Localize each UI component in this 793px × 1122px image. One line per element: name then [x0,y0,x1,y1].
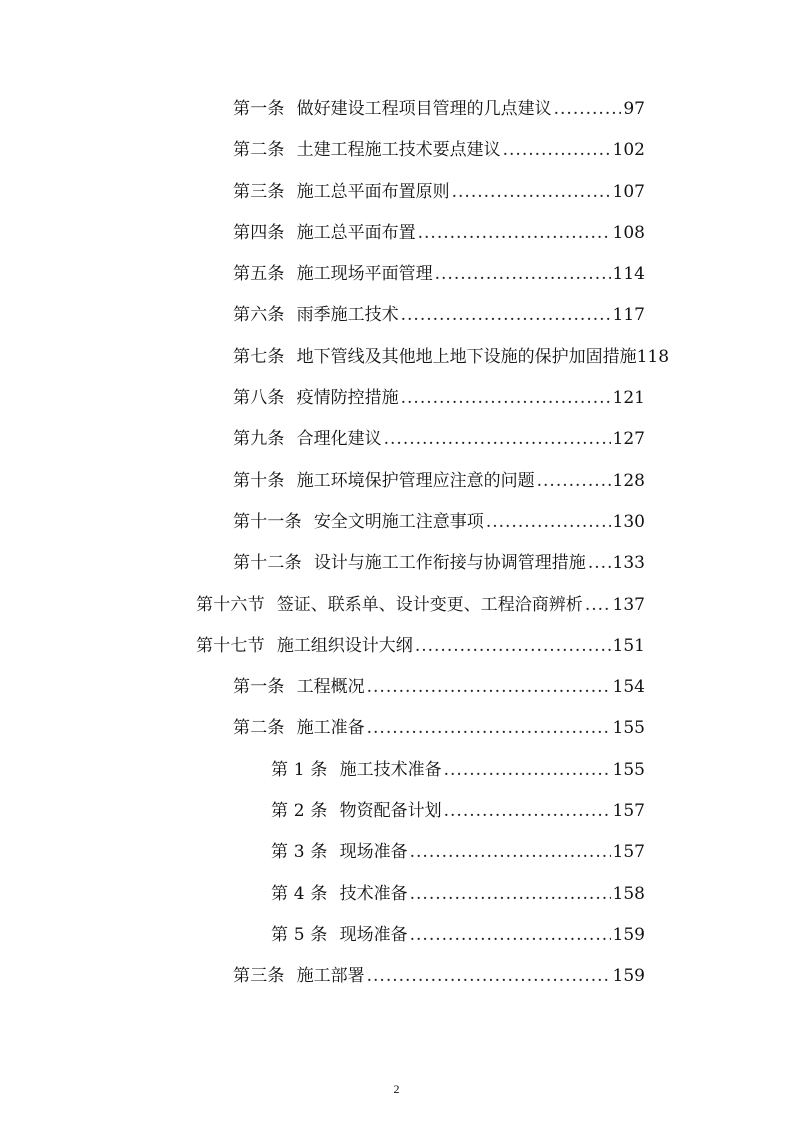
dot-leader [415,629,611,663]
dot-leader [452,175,611,209]
toc-entry-title: 施工技术准备 [339,759,442,780]
toc-entry-page-number: 157 [612,842,645,863]
toc-entry-label: 第 1 条 [271,759,328,780]
toc-entry-title: 施工总平面布置原则 [296,181,450,202]
toc-entry-title: 雨季施工技术 [296,305,399,326]
toc-entry[interactable] [0,92,793,133]
dot-leader [410,835,611,869]
toc-entry-page-number: 128 [612,470,645,491]
toc-entry-title: 安全文明施工注意事项 [313,511,484,532]
toc-entry[interactable] [0,133,793,174]
toc-entry-title: 技术准备 [339,883,408,904]
toc-entry-page-number: 102 [612,140,645,161]
toc-entry-page-number: 158 [612,883,645,904]
toc-entry-title: 设计与施工工作衔接与协调管理措施 [313,553,586,574]
toc-entry[interactable] [0,629,793,670]
toc-entry-label: 第一条 [233,99,285,119]
toc-entry-page-number: 137 [612,594,645,615]
dot-leader [401,298,611,332]
dot-leader [503,133,611,167]
dot-leader [410,918,611,952]
toc-entry-title: 地下管线及其他地上地下设施的保护加固措施 [296,346,637,367]
dot-leader [367,959,611,993]
toc-entry-page-number: 107 [612,181,645,202]
toc-entry-title: 物资配备计划 [339,801,442,822]
toc-entry[interactable] [0,711,793,752]
toc-entry-title: 施工部署 [296,966,365,987]
toc-entry[interactable] [0,257,793,298]
dot-leader [435,257,611,291]
toc-entry-title: 做好建设工程项目管理的几点建议 [296,99,552,119]
toc-entry-title: 施工现场平面管理 [296,264,433,285]
dot-leader [588,546,611,580]
toc-entry[interactable] [0,340,793,381]
dot-leader [444,753,611,787]
toc-entry-label: 第二条 [233,718,285,739]
toc-entry-title: 施工环境保护管理应注意的问题 [296,470,535,491]
toc-entry-page-number: 118 [636,346,670,367]
toc-entry-page-number: 159 [612,966,645,987]
toc-entry-title: 施工准备 [296,718,365,739]
toc-entry-label: 第五条 [233,264,285,285]
toc-entry-label: 第七条 [233,346,285,367]
toc-entry-page-number: 108 [612,222,645,243]
toc-entry-label: 第三条 [233,181,285,202]
toc-entry[interactable] [0,753,793,794]
toc-entry-label: 第十六节 [196,594,265,615]
dot-leader [367,670,611,704]
toc-entry-page-number: 114 [612,264,645,285]
toc-entry-page-number: 155 [612,759,645,780]
toc-entry[interactable] [0,422,793,463]
toc-entry-label: 第九条 [233,429,285,450]
page-number-footer: 2 [393,1082,400,1096]
toc-entry-page-number: 155 [612,718,645,739]
toc-entry-label: 第 2 条 [271,801,328,822]
dot-leader [537,464,611,498]
toc-entry-page-number: 130 [612,511,645,532]
toc-entry[interactable] [0,505,793,546]
dot-leader [585,588,611,622]
toc-entry-page-number: 117 [612,305,645,326]
toc-entry[interactable] [0,959,793,1000]
toc-entry-page-number: 157 [612,801,645,822]
toc-entry-label: 第三条 [233,966,285,987]
toc-entry-title: 施工总平面布置 [296,222,416,243]
toc-entry[interactable] [0,835,793,876]
toc-entry-title: 疫情防控措施 [296,388,399,409]
dot-leader [367,711,611,745]
toc-entry-title: 签证、联系单、设计变更、工程洽商辨析 [276,594,583,615]
toc-entry-page-number: 154 [612,677,645,698]
toc-entry[interactable] [0,588,793,629]
toc-entry[interactable] [0,670,793,711]
toc-entry[interactable] [0,464,793,505]
toc-entry-label: 第一条 [233,677,285,698]
toc-entry-page-number: 127 [612,429,645,450]
toc-entry[interactable] [0,546,793,587]
toc-entry[interactable] [0,381,793,422]
dot-leader [486,505,611,539]
dot-leader [401,381,611,415]
dot-leader [418,216,611,250]
toc-entry-label: 第十条 [233,470,285,491]
toc-entry[interactable] [0,175,793,216]
toc-entry[interactable] [0,877,793,918]
toc-entry-title: 现场准备 [339,924,408,945]
toc-entry[interactable] [0,298,793,339]
toc-entry-title: 土建工程施工技术要点建议 [296,140,501,161]
toc-entry-label: 第四条 [233,222,285,243]
toc-entry-label: 第十二条 [233,553,302,574]
toc-entry[interactable] [0,794,793,835]
toc-entry[interactable] [0,216,793,257]
dot-leader [384,422,611,456]
toc-entry-page-number: 159 [612,924,645,945]
toc-entry-title: 施工组织设计大纲 [276,635,413,656]
toc-entry-label: 第十一条 [233,511,302,532]
toc-entry-page-number: 97 [623,99,645,119]
toc-entry-title: 现场准备 [339,842,408,863]
table-of-contents [0,92,793,1001]
toc-entry-label: 第六条 [233,305,285,326]
dot-leader [554,92,622,126]
toc-entry-title: 合理化建议 [296,429,382,450]
toc-entry-label: 第 5 条 [271,924,328,945]
toc-entry-label: 第 4 条 [271,883,328,904]
toc-entry-page-number: 151 [612,635,645,656]
toc-entry-label: 第十七节 [196,635,265,656]
dot-leader [444,794,611,828]
toc-entry-label: 第八条 [233,388,285,409]
dot-leader [410,877,611,911]
toc-entry-page-number: 121 [612,388,645,409]
toc-entry-label: 第二条 [233,140,285,161]
toc-entry[interactable] [0,918,793,959]
toc-entry-page-number: 133 [612,553,645,574]
toc-entry-title: 工程概况 [296,677,365,698]
toc-entry-label: 第 3 条 [271,842,328,863]
